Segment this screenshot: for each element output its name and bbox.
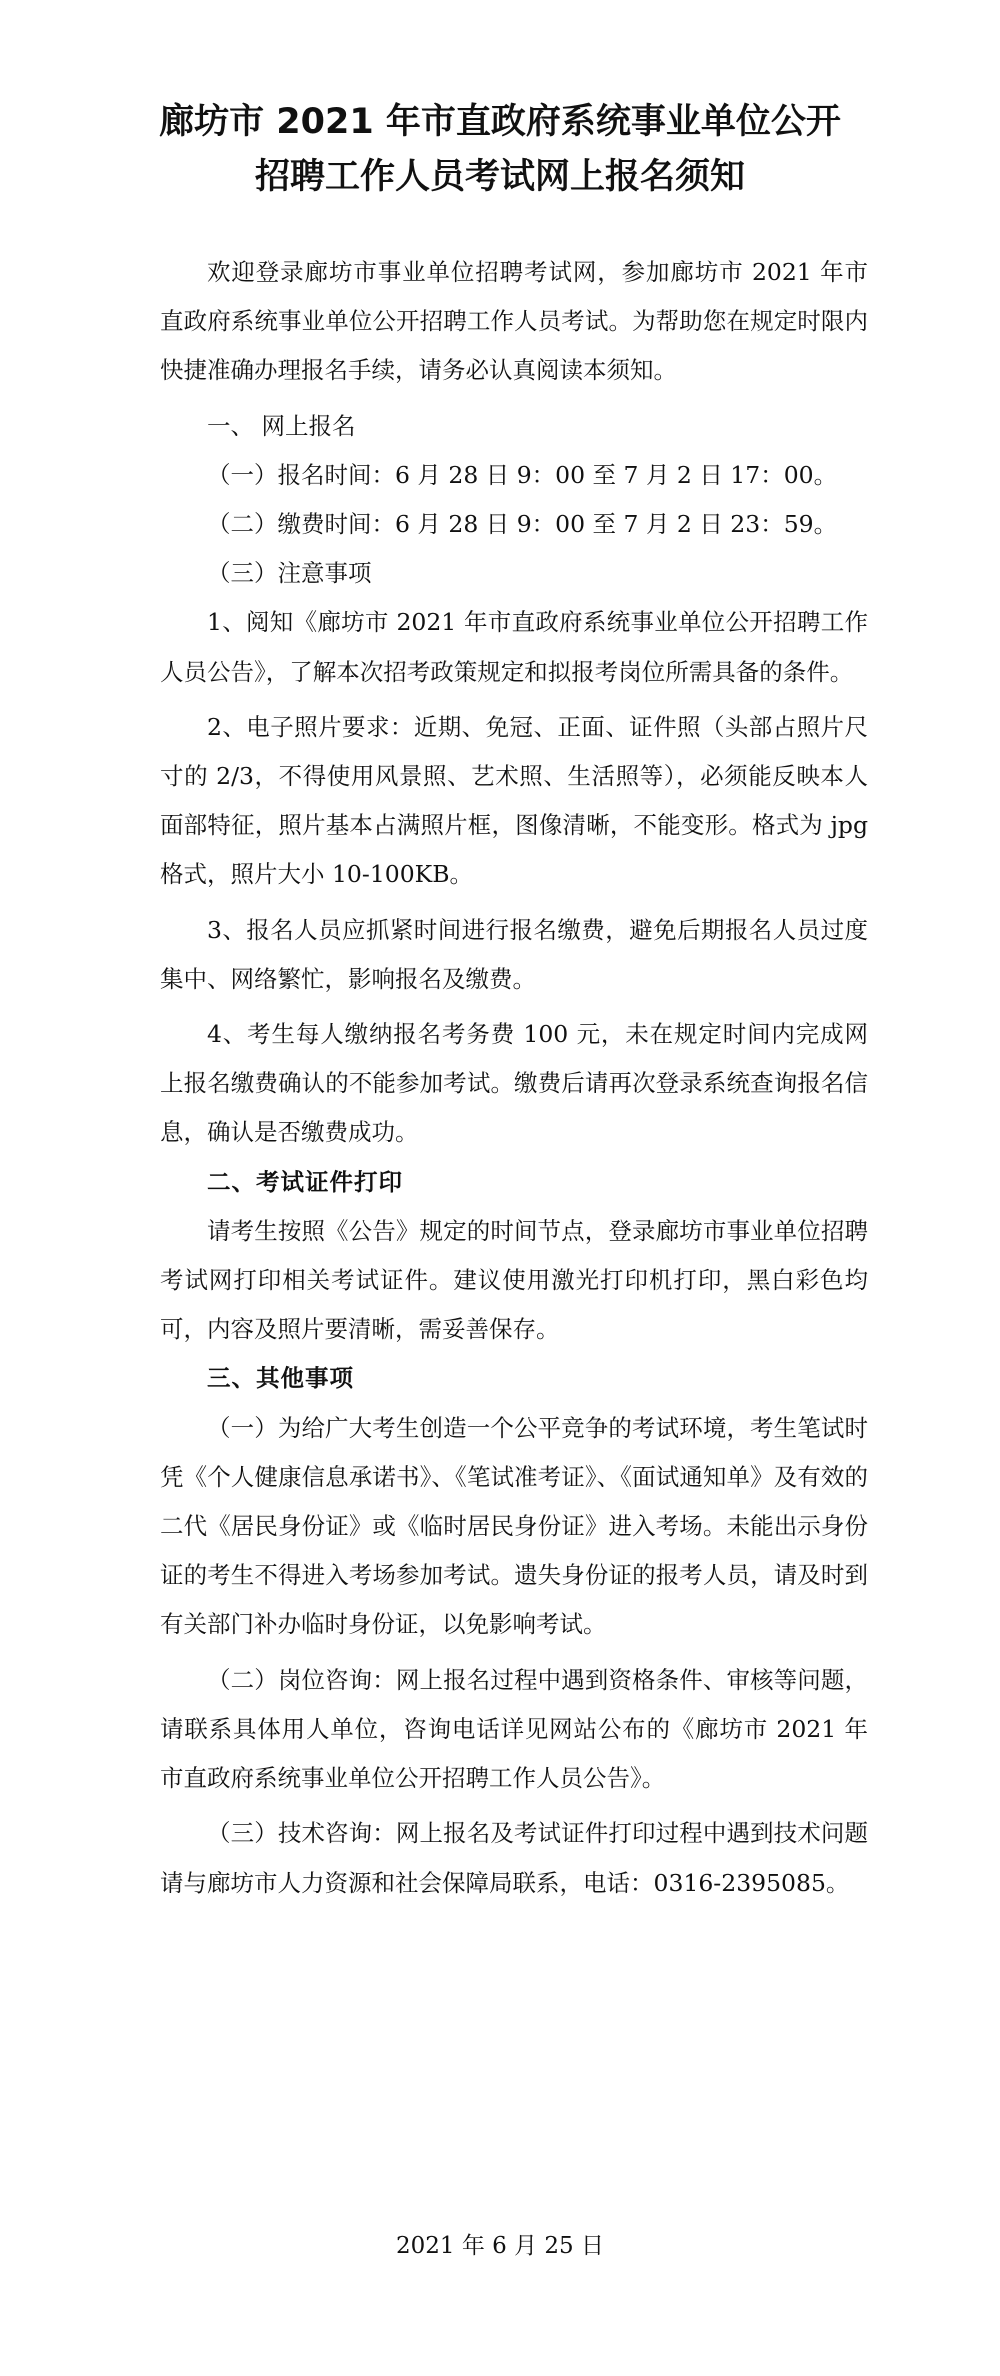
section3-item3: （三）技术咨询：网上报名及考试证件打印过程中遇到技术问题请与廊坊市人力资源和社会保障局联系，电话：0316-2395085。 [160,1819,868,1897]
intro-paragraph: 欢迎登录廊坊市事业单位招聘考试网，参加廊坊市 2021 年市直政府系统事业单位公开招聘工作人员考试。为帮助您在规定时限内快捷准确办理报名手续，请务必认真阅读本须知。 [160,258,868,385]
section1-heading: 一、 网上报名 [207,411,356,440]
document-title-line1: 廊坊市 2021 年市直政府系统事业单位公开 [159,102,841,142]
section2-paragraph: 请考生按照《公告》规定的时间节点，登录廊坊市事业单位招聘考试网打印相关考试证件。建议使用激光打印机打印，黑白彩色均可，内容及照片要清晰，需妥善保存。 [160,1216,868,1344]
section1-note4: 4、考生每人缴纳报名考务费 100 元，未在规定时间内完成网上报名缴费确认的不能参加考试。缴费后请再次登录系统查询报名信息，确认是否缴费成功。 [160,1020,868,1147]
section2-heading: 二、考试证件打印 [207,1167,403,1196]
section3-heading: 三、其他事项 [207,1364,354,1393]
section1-note3: 3、报名人员应抓紧时间进行报名缴费，避免后期报名人员过度集中、网络繁忙，影响报名及缴费。 [160,915,868,993]
section3-item2: （二）岗位咨询：网上报名过程中遇到资格条件、审核等问题，请联系具体用人单位，咨询电话详见网站公布的《廊坊市 2021 年市直政府系统事业单位公开招聘工作人员公告》。 [160,1665,868,1793]
section1-note2: 2、电子照片要求：近期、免冠、正面、证件照（头部占照片尺寸的 2/3，不得使用风景照、艺术照、生活照等），必须能反映本人面部特征，照片基本占满照片框，图像清晰，不能变形。格式为 jpg 格式，照片大小 10-100KB。 [160,712,868,889]
section1-item1: （一）报名时间：6 月 28 日 9：00 至 7 月 2 日 17：00。 [207,460,838,489]
section1-item3: （三）注意事项 [207,559,372,588]
document-date: 2021 年 6 月 25 日 [396,2233,604,2259]
document-body [0,248,1000,1908]
document-title-line2: 招聘工作人员考试网上报名须知 [254,157,745,197]
section1-item2: （二）缴费时间：6 月 28 日 9：00 至 7 月 2 日 23：59。 [207,510,838,539]
section3-item1: （一）为给广大考生创造一个公平竞争的考试环境，考生笔试时凭《个人健康信息承诺书》、《笔试准考证》、《面试通知单》及有效的二代《居民身份证》或《临时居民身份证》进入考场。未能出示身份证的考生不得进入考场参加考试。遗失身份证的报考人员，请及时到有关部门补办临时身份证，以免影响考试。 [160,1413,868,1639]
section1-note1: 1、阅知《廊坊市 2021 年市直政府系统事业单位公开招聘工作人员公告》，了解本次招考政策规定和拟报考岗位所需具备的条件。 [160,608,868,686]
